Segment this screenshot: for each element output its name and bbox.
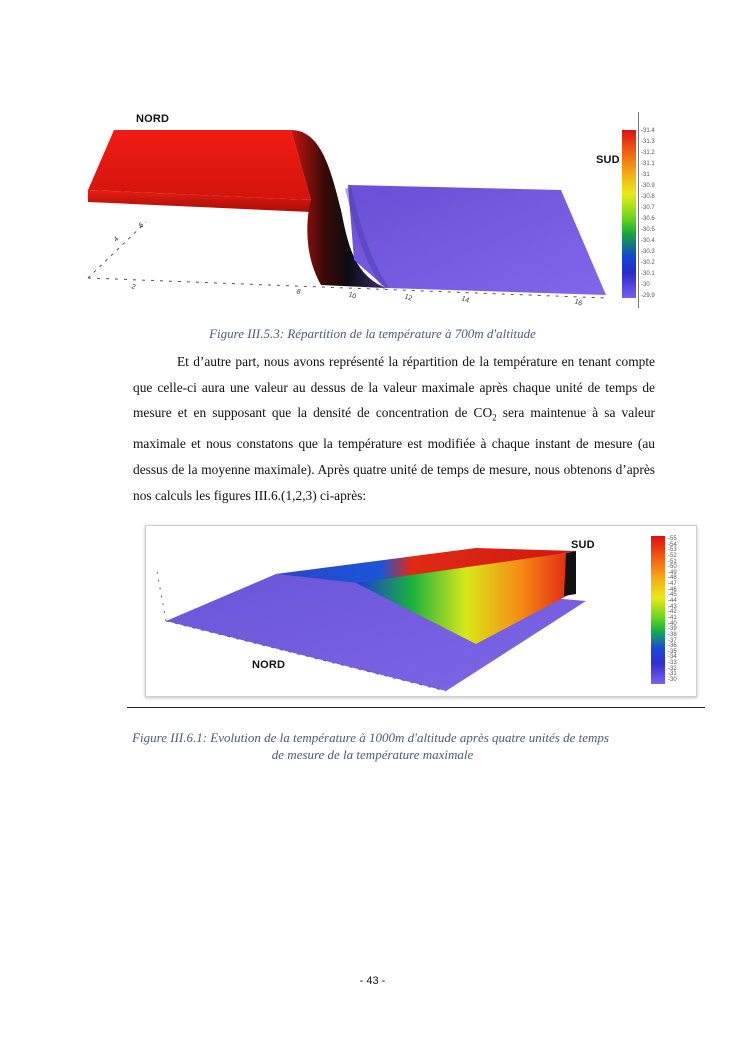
colorbar-tick-label: -30.9 <box>641 183 655 189</box>
colorbar-2 <box>651 536 691 684</box>
colorbar-tick-label: -49 <box>668 569 677 576</box>
colorbar-tick-label: -35 <box>668 648 677 655</box>
paragraph-text <box>133 349 655 508</box>
colorbar-tick-label: -37 <box>668 637 677 644</box>
plateau-high-top <box>88 130 311 200</box>
colorbar-tick-label: -31.3 <box>641 139 655 145</box>
colorbar-1-ticks <box>641 128 667 300</box>
colorbar-2-ticks <box>668 536 690 684</box>
colorbar-tick-label: -30.5 <box>641 227 655 233</box>
colorbar-tick-label: -31.1 <box>641 161 655 167</box>
colorbar-tick-label: -31 <box>641 172 650 178</box>
colorbar-tick-label: -33 <box>668 660 677 667</box>
figure-2-rule <box>127 707 705 708</box>
label-sud: SUD <box>596 154 620 166</box>
paragraph-part-1: Et d’autre part, nous avons représenté la répartition de la température en tenant compte que celle-ci aura une valeur au dessus de la valeur maximale après chaque unité de temps de mesure et en supposant que la densité de concentration de CO <box>133 354 655 421</box>
paragraph-part-2: sera maintenue à sa valeur maximale et nous constatons que la température est modifiée à chaque instant de mesure (au dessus de la moyenne maximale). Après quatre unité de temps de mesure, nous obtenons d’après nos calculs les figures III.6.(1,2,3) ci-après: <box>133 405 656 503</box>
axis-tick: 6 <box>137 221 146 230</box>
colorbar-tick-label: -50 <box>668 564 677 571</box>
colorbar-tick-label: -55 <box>668 536 677 542</box>
colorbar-tick-label: -39 <box>668 626 677 633</box>
label-nord: NORD <box>136 113 170 125</box>
surface-plot-700m <box>86 110 656 310</box>
ridge-end-face <box>564 551 576 596</box>
colorbar-tick-label: -30.7 <box>641 205 655 211</box>
figure-2-caption <box>0 729 745 763</box>
colorbar-tick-label: -30 <box>641 282 650 288</box>
colorbar-tick-label: -43 <box>668 603 677 610</box>
co2-subscript: 2 <box>492 412 497 423</box>
axis-tick: 14 <box>460 295 471 305</box>
colorbar-1-axis <box>638 112 639 308</box>
axis-tick: 8 <box>295 288 302 297</box>
colorbar-tick-label: -30.4 <box>641 238 655 244</box>
colorbar-tick-label: -30.2 <box>641 260 655 266</box>
colorbar-tick-label: -30.1 <box>641 271 655 277</box>
colorbar-tick-label: -30.6 <box>641 216 655 222</box>
axis-tick: 16 <box>573 298 584 308</box>
axis-tick: 4 <box>112 235 121 244</box>
colorbar-1-gradient <box>622 130 636 298</box>
colorbar-tick-label: -31 <box>668 671 677 678</box>
figure-1 <box>86 110 656 310</box>
plateau-low <box>348 185 606 295</box>
figure-2-caption-line-1: Figure III.6.1: Evolution de la température à 1000m d'altitude après quatre unités de temps <box>132 730 609 745</box>
label-nord: NORD <box>252 659 286 671</box>
axis-tick: 10 <box>347 291 358 301</box>
colorbar-tick-label: -47 <box>668 581 677 588</box>
colorbar-tick-label: -41 <box>668 614 677 621</box>
colorbar-tick-label: -30.8 <box>641 194 655 200</box>
colorbar-tick-label: -30 <box>668 677 677 683</box>
colorbar-tick-label: -31.4 <box>641 128 655 134</box>
colorbar-2-gradient <box>651 536 665 684</box>
colorbar-tick-label: -52 <box>668 552 677 559</box>
colorbar-tick-label: -45 <box>668 592 677 599</box>
body-paragraph <box>133 349 655 508</box>
colorbar-tick-label: -42 <box>668 609 677 616</box>
axis-tick: 12 <box>403 293 414 303</box>
colorbar-tick-label: -46 <box>668 586 677 593</box>
colorbar-tick-label: -53 <box>668 547 677 554</box>
page-number: - 43 - <box>359 975 386 987</box>
figure-1-caption: Figure III.5.3: Répartition de la température à 700m d'altitude <box>209 326 536 341</box>
colorbar-tick-label: -31.2 <box>641 150 655 156</box>
colorbar-tick-label: -34 <box>668 654 677 661</box>
colorbar-tick-label: -48 <box>668 575 677 582</box>
figure-2 <box>145 525 697 697</box>
colorbar-tick-label: -36 <box>668 643 677 650</box>
colorbar-tick-label: -54 <box>668 541 677 548</box>
colorbar-tick-label: -51 <box>668 558 677 565</box>
figure-2-caption-line-2: de mesure de la température maximale <box>271 747 474 762</box>
colorbar-tick-label: -29.9 <box>641 293 655 299</box>
label-sud: SUD <box>571 539 595 551</box>
colorbar-tick-label: -32 <box>668 665 677 672</box>
axis-y <box>88 222 146 278</box>
colorbar-1 <box>618 112 668 308</box>
colorbar-tick-label: -30.3 <box>641 249 655 255</box>
colorbar-tick-label: -38 <box>668 631 677 638</box>
surface-plot-1000m <box>146 526 696 696</box>
colorbar-tick-label: -44 <box>668 598 677 605</box>
axis-tick: 2 <box>130 283 137 292</box>
colorbar-tick-label: -40 <box>668 620 677 627</box>
